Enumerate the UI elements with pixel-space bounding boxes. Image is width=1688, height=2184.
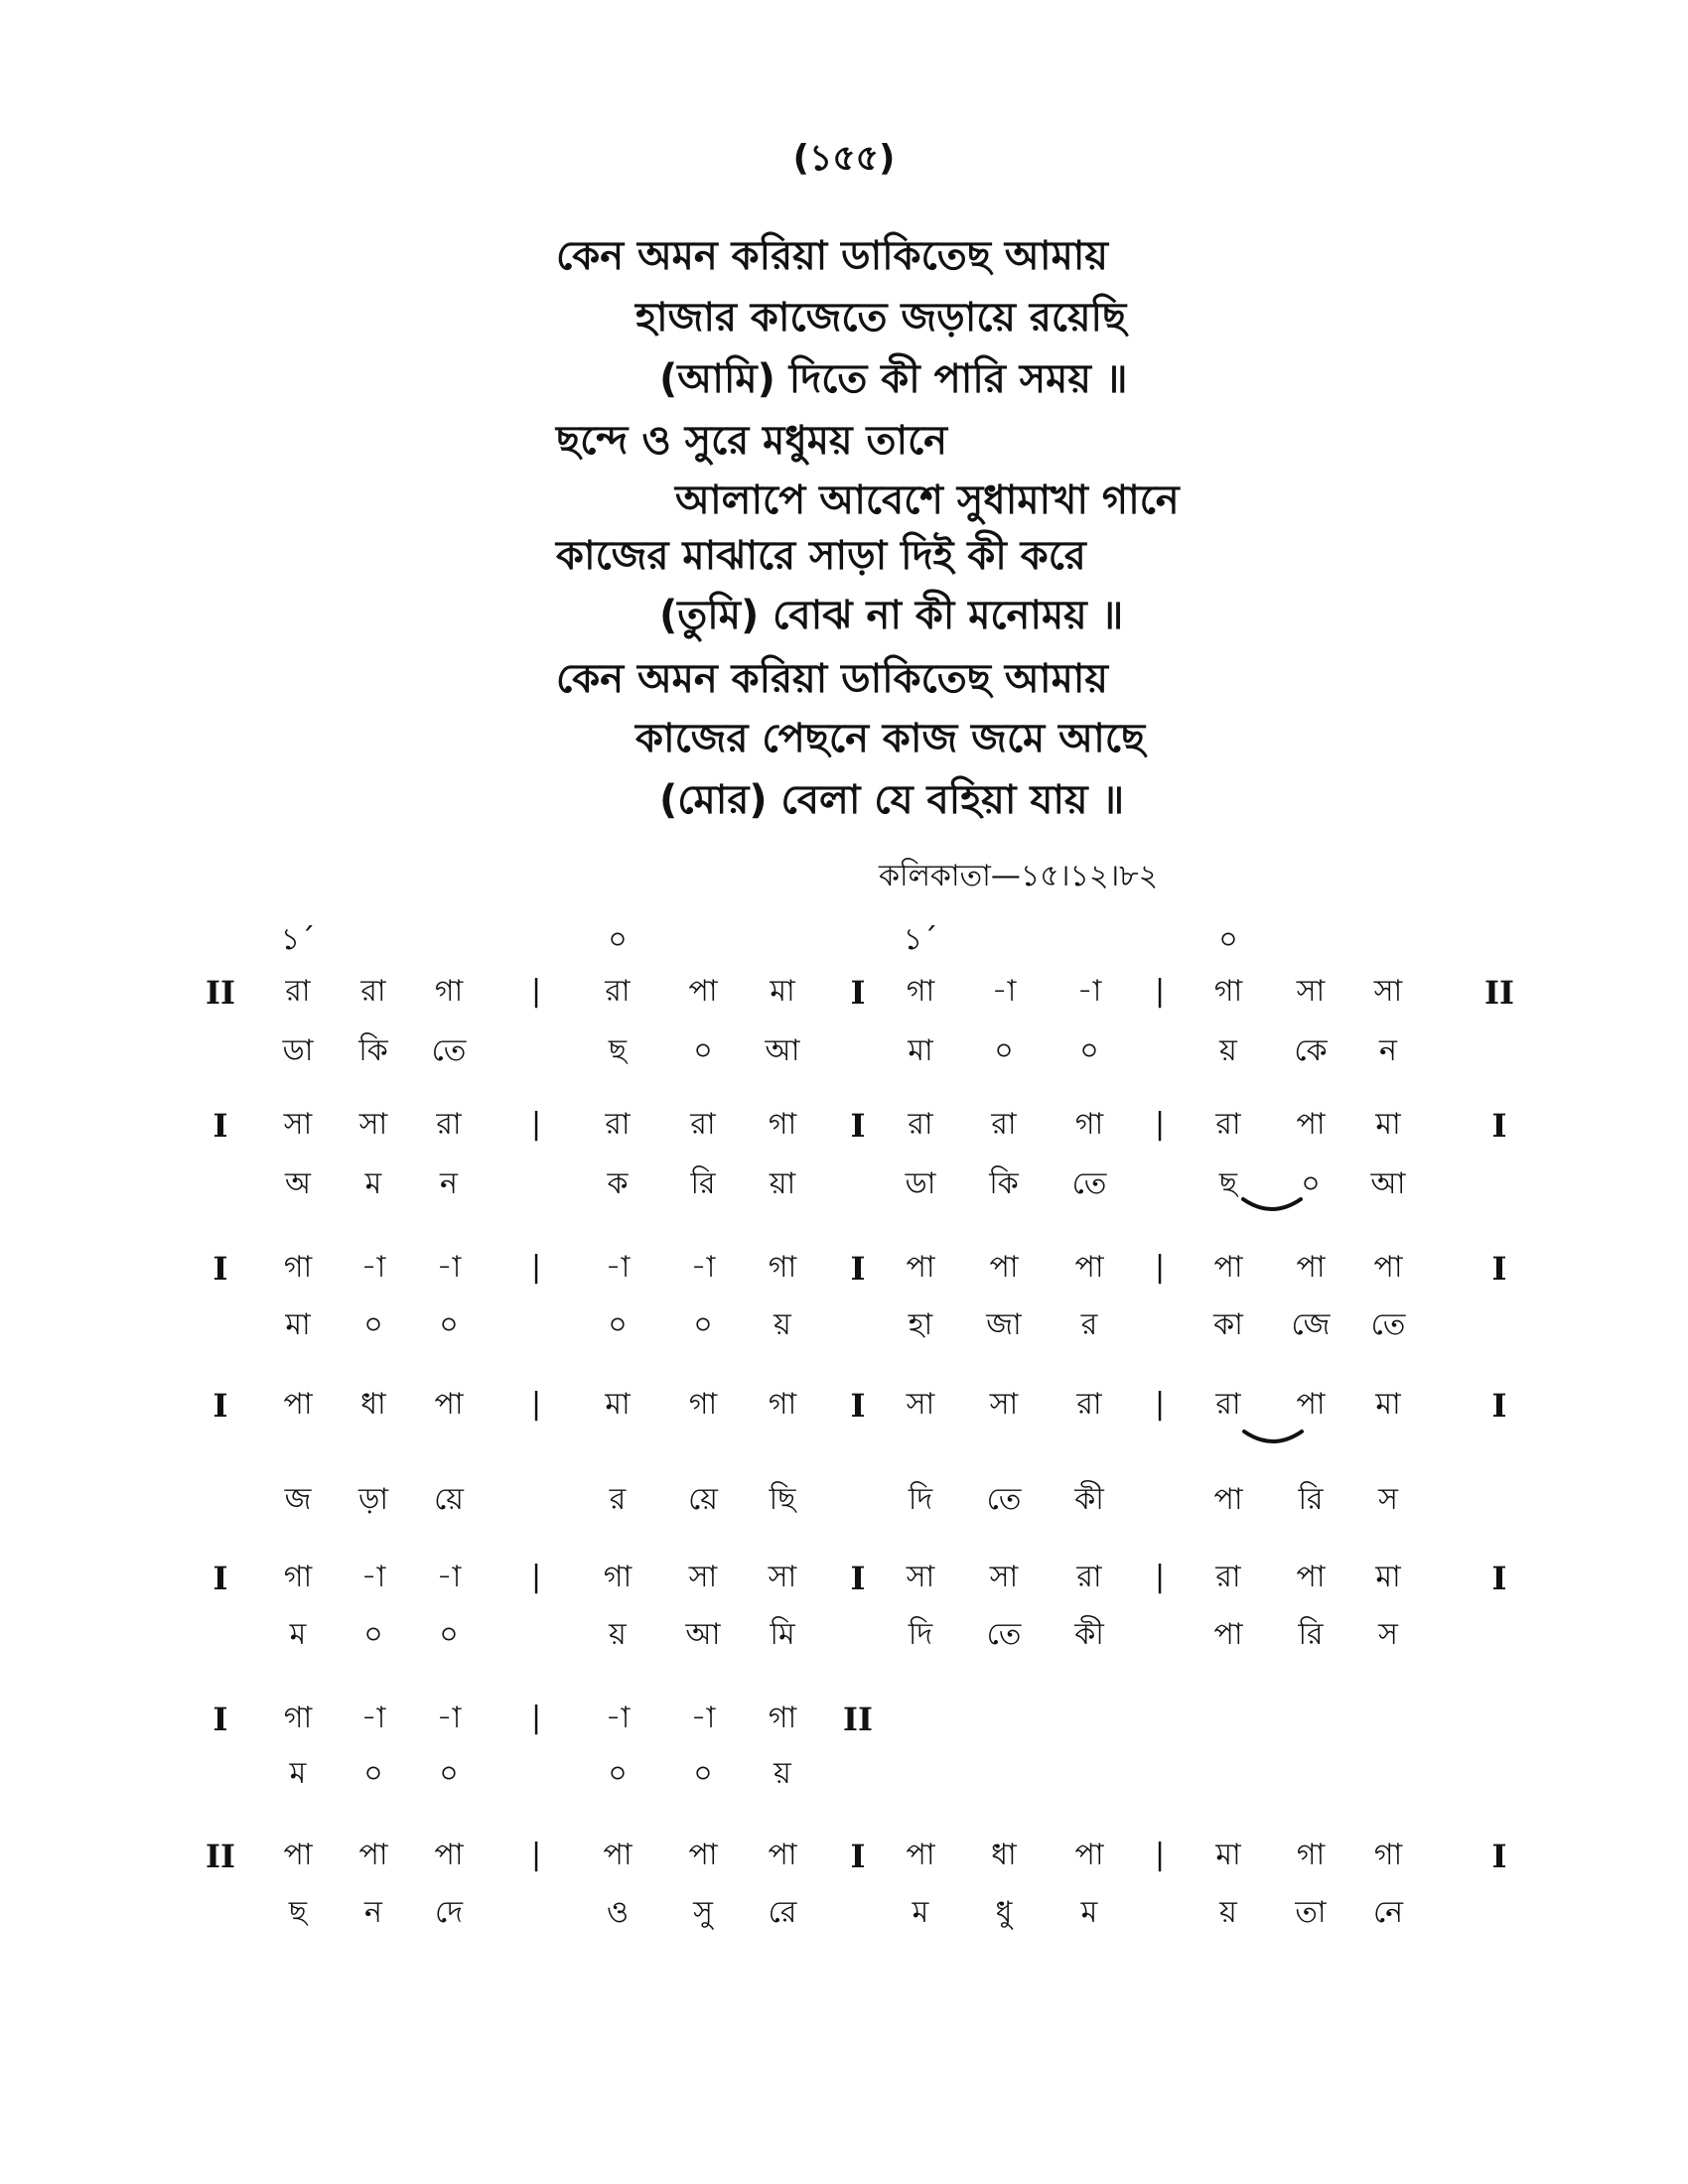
note-cell: সা [688,1560,718,1594]
bar-line-section: I [1491,1107,1507,1145]
syllable-cell: ম [364,1166,382,1201]
note-cell: গা [906,974,935,1009]
note-cell: রা [1215,1107,1241,1142]
syllable-cell: য় [1219,1895,1237,1930]
note-cell: গা [1213,974,1243,1009]
syllable-cell: কী [1074,1617,1104,1652]
bar-line-section: I [850,1560,866,1597]
note-cell: সা [1296,974,1326,1009]
syllable-cell: ন [364,1895,382,1930]
bar-line-section: I [212,1560,228,1597]
bar-line: | [530,1107,542,1142]
syllable-cell: তে [431,1033,467,1068]
beat-mark: ১´ [903,922,938,957]
note-cell: পা [1074,1250,1104,1285]
note-cell: পা [1296,1250,1326,1285]
note-cell: পা [989,1250,1019,1285]
syllable-cell: জ [284,1482,312,1517]
syllable-cell: ০ [363,1756,383,1791]
note-cell: রা [360,974,386,1009]
note-cell: পা [688,1838,718,1872]
bar-line-section: II [206,974,235,1012]
syllable-cell: য় [774,1307,791,1342]
syllable-cell: ছ [1218,1166,1238,1201]
syllable-cell: ডা [282,1033,314,1068]
lyric-line: (আমি) দিতে কী পারি সময় ॥ [659,356,1128,402]
bar-line-section: I [1491,1560,1507,1597]
syllable-cell: কি [989,1166,1019,1201]
note-cell: পা [1296,1387,1326,1422]
bar-line-section: I [1491,1387,1507,1425]
syllable-cell: য় [774,1756,791,1791]
syllable-cell: কি [358,1033,388,1068]
syllable-cell: স [1378,1617,1398,1652]
syllable-cell: তে [986,1617,1022,1652]
note-cell: সা [768,1560,797,1594]
note-cell: -া [991,974,1017,1009]
syllable-cell: পা [1213,1482,1243,1517]
syllable-cell: ০ [608,1756,628,1791]
note-cell: পা [603,1838,633,1872]
note-cell: পা [1296,1107,1326,1142]
note-cell: রা [1076,1387,1102,1422]
note-cell: -া [360,1701,386,1735]
bar-line-section: I [212,1701,228,1738]
bar-line-section: II [206,1838,235,1875]
lyric-line: হাজার কাজেতে জড়ায়ে রয়েছি [635,295,1127,341]
note-cell: রা [991,1107,1017,1142]
note-cell: পা [906,1250,935,1285]
syllable-cell: দি [908,1482,933,1517]
syllable-cell: ০ [693,1307,713,1342]
bar-line-section: I [212,1250,228,1288]
note-cell: গা [688,1387,718,1422]
note-cell: পা [1213,1250,1243,1285]
syllable-cell: মা [908,1033,933,1068]
bar-line-section: I [850,974,866,1012]
note-cell: গা [1296,1838,1326,1872]
note-cell: মা [1375,1107,1401,1142]
note-cell: পা [434,1838,464,1872]
note-cell: -া [360,1560,386,1594]
note-cell: রা [436,1107,462,1142]
note-cell: গা [768,1250,797,1285]
syllable-cell: ০ [1301,1166,1321,1201]
bar-line: | [1154,1560,1166,1594]
syllable-cell: ০ [693,1033,713,1068]
note-cell: মা [1215,1838,1241,1872]
syllable-cell: রি [690,1166,716,1201]
note-cell: -া [690,1701,716,1735]
bar-line-section: II [1484,974,1514,1012]
note-cell: মা [1375,1560,1401,1594]
note-cell: গা [283,1250,313,1285]
note-cell: -া [360,1250,386,1285]
lyric-line: কেন অমন করিয়া ডাকিতেছ আমায় [556,656,1108,702]
note-cell: গা [283,1560,313,1594]
syllable-cell: দি [908,1617,933,1652]
syllable-cell: ০ [439,1756,459,1791]
note-cell: পা [1373,1250,1403,1285]
bar-line: | [530,1838,542,1872]
note-cell: পা [283,1387,313,1422]
note-cell: রা [605,1107,631,1142]
syllable-cell: ০ [693,1756,713,1791]
syllable-cell: ছ [288,1895,308,1930]
note-cell: গা [768,1387,797,1422]
bar-line-section: II [843,1701,873,1738]
syllable-cell: অ [285,1166,311,1201]
bar-line-section: I [212,1387,228,1425]
place-date: কলিকাতা—১৫।১২।৮২ [879,859,1159,893]
bar-line: | [1154,974,1166,1009]
note-cell: সা [1373,974,1403,1009]
syllable-cell: ও [606,1895,630,1930]
syllable-cell: কী [1074,1482,1104,1517]
syllable-cell: য়ে [434,1482,464,1517]
syllable-cell: র [1080,1307,1098,1342]
note-cell: পা [1296,1560,1326,1594]
note-cell: সা [906,1387,935,1422]
syllable-cell: ম [289,1617,307,1652]
bar-line-section: I [850,1387,866,1425]
bar-line: | [1154,1250,1166,1285]
beat-mark: ০ [1218,922,1238,957]
note-cell: রা [285,974,311,1009]
syllable-cell: ডা [905,1166,936,1201]
note-cell: সা [283,1107,313,1142]
bar-line: | [1154,1107,1166,1142]
syllable-cell: ম [289,1756,307,1791]
syllable-cell: জা [986,1307,1022,1342]
note-cell: গা [1074,1107,1104,1142]
syllable-cell: ০ [994,1033,1014,1068]
bar-line: | [530,1701,542,1735]
lyric-line: আলাপে আবেশে সুধামাখা গানে [675,478,1180,523]
note-cell: -া [605,1701,631,1735]
note-cell: গা [603,1560,633,1594]
syllable-cell: ০ [439,1617,459,1652]
syllable-cell: আ [685,1617,721,1652]
syllable-cell: ন [1379,1033,1397,1068]
syllable-cell: পা [1213,1617,1243,1652]
syllable-cell: আ [765,1033,800,1068]
syllable-cell: কা [1213,1307,1243,1342]
bar-line-section: I [850,1250,866,1288]
syllable-cell: জে [1291,1307,1331,1342]
lyric-line: ছন্দে ও সুরে মধুময় তানে [556,418,948,464]
note-cell: পা [1074,1838,1104,1872]
syllable-cell: ছ [608,1033,628,1068]
syllable-cell: ০ [363,1307,383,1342]
syllable-cell: মা [285,1307,311,1342]
note-cell: রা [1076,1560,1102,1594]
syllable-cell: র [609,1482,627,1517]
syllable-cell: হা [908,1307,933,1342]
bar-line-section: I [1491,1838,1507,1875]
note-cell: মা [1375,1387,1401,1422]
slur-mark [1240,1195,1304,1217]
note-cell: -া [1076,974,1102,1009]
syllable-cell: য়া [769,1166,796,1201]
bar-line: | [1154,1387,1166,1422]
slur-mark [1241,1428,1305,1449]
syllable-cell: রে [768,1895,797,1930]
note-cell: পা [906,1838,935,1872]
lyric-line: (মোর) বেলা যে বহিয়া যায় ॥ [659,777,1125,823]
note-cell: পা [688,974,718,1009]
syllable-cell: তে [1071,1166,1107,1201]
syllable-cell: য় [1219,1033,1237,1068]
syllable-cell: দে [435,1895,463,1930]
note-cell: -া [436,1701,462,1735]
syllable-cell: ম [1080,1895,1098,1930]
bar-line: | [530,1387,542,1422]
syllable-cell: য়ে [688,1482,718,1517]
note-cell: গা [434,974,464,1009]
note-cell: গা [1373,1838,1403,1872]
beat-mark: ০ [608,922,628,957]
bar-line-section: I [1491,1250,1507,1288]
note-cell: মা [770,974,795,1009]
syllable-cell: রি [1298,1482,1324,1517]
page-number: (১৫৫) [792,138,896,179]
syllable-cell: আ [1370,1166,1406,1201]
lyric-line: কেন অমন করিয়া ডাকিতেছ আমায় [556,233,1108,279]
note-cell: -া [436,1560,462,1594]
note-cell: ধা [360,1387,386,1422]
beat-mark: ১´ [280,922,316,957]
note-cell: রা [1215,1387,1241,1422]
lyric-line: (তুমি) বোঝ না কী মনোময় ॥ [659,593,1124,638]
syllable-cell: স [1378,1482,1398,1517]
bar-line: | [530,1560,542,1594]
note-cell: মা [605,1387,631,1422]
syllable-cell: ধু [995,1895,1013,1930]
note-cell: গা [283,1701,313,1735]
note-cell: সা [358,1107,388,1142]
syllable-cell: ০ [608,1307,628,1342]
bar-line: | [530,974,542,1009]
syllable-cell: রি [1298,1617,1324,1652]
syllable-cell: ন [440,1166,458,1201]
syllable-cell: তে [1370,1307,1406,1342]
note-cell: সা [989,1560,1019,1594]
note-cell: রা [690,1107,716,1142]
bar-line: | [1154,1838,1166,1872]
note-cell: পা [283,1838,313,1872]
syllable-cell: নে [1372,1895,1404,1930]
syllable-cell: ০ [363,1617,383,1652]
note-cell: রা [1215,1560,1241,1594]
note-cell: গা [768,1107,797,1142]
bar-line-section: I [850,1107,866,1145]
syllable-cell: তা [1295,1895,1327,1930]
note-cell: পা [358,1838,388,1872]
note-cell: সা [906,1560,935,1594]
note-cell: -া [605,1250,631,1285]
bar-line-section: I [212,1107,228,1145]
note-cell: রা [605,974,631,1009]
syllable-cell: য় [609,1617,627,1652]
note-cell: গা [768,1701,797,1735]
note-cell: পা [434,1387,464,1422]
bar-line-section: I [850,1838,866,1875]
syllable-cell: ক [607,1166,629,1201]
lyric-line: কাজের মাঝারে সাড়া দিই কী করে [556,533,1086,579]
bar-line: | [530,1250,542,1285]
note-cell: -া [690,1250,716,1285]
syllable-cell: তে [986,1482,1022,1517]
syllable-cell: ড়া [357,1482,389,1517]
syllable-cell: ০ [439,1307,459,1342]
syllable-cell: ০ [1079,1033,1099,1068]
note-cell: সা [989,1387,1019,1422]
note-cell: ধা [991,1838,1017,1872]
syllable-cell: মি [770,1617,795,1652]
syllable-cell: ছি [769,1482,796,1517]
lyric-line: কাজের পেছনে কাজ জমে আছে [635,716,1146,761]
note-cell: পা [768,1838,797,1872]
syllable-cell: সু [693,1895,713,1930]
note-cell: রা [908,1107,933,1142]
syllable-cell: ম [912,1895,929,1930]
syllable-cell: কে [1294,1033,1328,1068]
note-cell: -া [436,1250,462,1285]
